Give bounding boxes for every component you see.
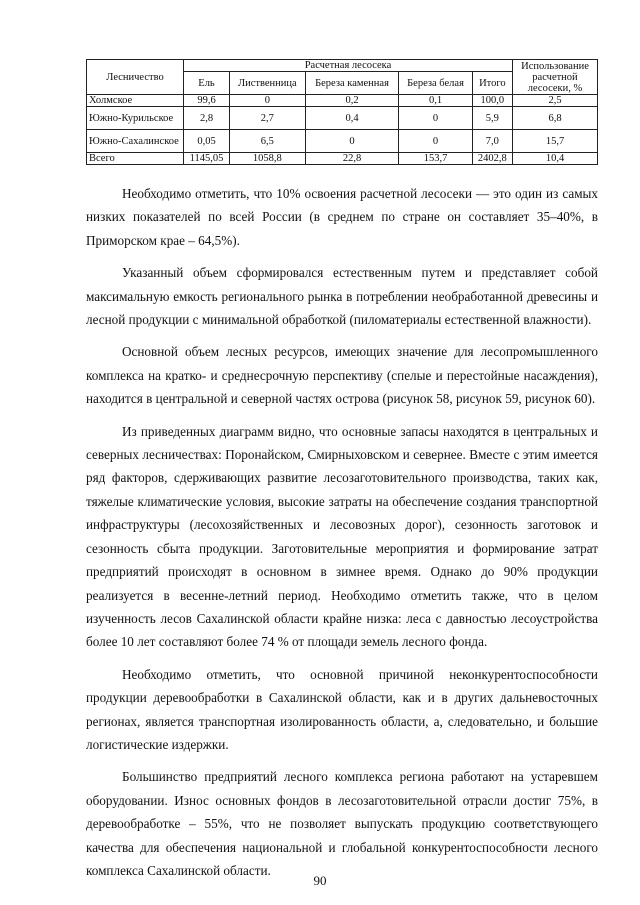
paragraph: Необходимо отметить, что 10% освоения расчетной лесосеки — это один из самых низких показателей по всей России (в среднем по стране он составляет 35–40%, в Приморском крае – 64,5%). xyxy=(86,186,598,248)
cell: 1145,05 xyxy=(184,153,230,165)
cell: 10,4 xyxy=(513,153,598,165)
cell: 2402,8 xyxy=(472,153,512,165)
cell: 0,4 xyxy=(305,107,399,130)
col-group-header: Расчетная лесосека xyxy=(184,60,513,72)
forestry-table xyxy=(86,59,598,165)
cell: 6,8 xyxy=(513,107,598,130)
paragraph: Необходимо отметить, что основной причиной неконкурентоспособности продукции деревообработки в Сахалинской области, как и в других дальневосточных регионах, является транспортная изолированность области, а, следовательно, и большие логистические издержки. xyxy=(86,666,598,752)
cell: 100,0 xyxy=(472,95,512,107)
cell: 0,1 xyxy=(399,95,472,107)
paragraph: Указанный объем сформировался естественным путем и представляет собой максимальную емкость регионального рынка в потреблении необработанной древесины и лесной продукции с минимальной обработкой (пиломатериалы естественной влажности). xyxy=(86,265,598,328)
table-row xyxy=(87,95,598,107)
page-number: 90 xyxy=(313,873,327,888)
cell: 0,05 xyxy=(184,130,230,153)
cell: 7,0 xyxy=(472,130,512,153)
cell: 0 xyxy=(399,130,472,153)
cell: 0,2 xyxy=(305,95,399,107)
col-usage-header: Использование расчетной лесосеки, % xyxy=(513,60,598,95)
row-name: Южно-Сахалинское xyxy=(87,130,184,153)
col-header-larch: Лиственница xyxy=(230,72,306,95)
row-name: Южно-Курильское xyxy=(87,107,184,130)
cell: 99,6 xyxy=(184,95,230,107)
row-name: Всего xyxy=(87,153,184,165)
col-header-stone-birch: Береза каменная xyxy=(305,72,399,95)
table-row xyxy=(87,153,598,165)
cell: 0 xyxy=(399,107,472,130)
paragraph: Основной объем лесных ресурсов, имеющих значение для лесопромышленного комплекса на кратко- и среднесрочную перспективу (спелые и перестойные насаждения), находится в центральной и северной частях острова (рисунок 58, рисунок 59, рисунок 60). xyxy=(86,344,598,407)
cell: 5,9 xyxy=(472,107,512,130)
paragraph: Большинство предприятий лесного комплекса региона работают на устаревшем оборудовании. Износ основных фондов в лесозаготовительной отрасли достиг 75%, в деревообработке – 55%, что не позволяет выпускать продукцию соответствующего качества для обеспечения национальной и глобальной конкурентоспособности лесного комплекса Сахалинской области. xyxy=(86,769,598,878)
cell: 22,8 xyxy=(305,153,399,165)
body-text xyxy=(86,182,598,891)
col-header-white-birch: Береза белая xyxy=(399,72,472,95)
cell: 153,7 xyxy=(399,153,472,165)
cell: 2,7 xyxy=(230,107,306,130)
cell: 0 xyxy=(305,130,399,153)
col-header-spruce: Ель xyxy=(184,72,230,95)
table-row xyxy=(87,130,598,153)
col-header-total: Итого xyxy=(472,72,512,95)
col-forestry-header: Лесничество xyxy=(87,60,184,95)
paragraph: Из приведенных диаграмм видно, что основные запасы находятся в центральных и северных лесничествах: Поронайском, Смирныховском и севернее. Вместе с этим имеется ряд факторов, сдерживающих развитие лесозаготовительного производства, таких как, тяжелые климатические условия, высокие затраты на обеспечение создания транспортной инфраструктуры (лесохозяйственных и лесовозных дорог), сезонность заготовок и сезонность сбыта продукции. Заготовительные мероприятия и формирование затрат предприятий происходят в основном в зимнее время. Однако до 90% продукции реализуется в весенне-летний период. Необходимо отметить также, что в целом изученность лесов Сахалинской области крайне низка: леса с давностью лесоустройства более 10 лет составляют более 74 % от площади земель лесного фонда. xyxy=(86,423,598,650)
table-row xyxy=(87,107,598,130)
cell: 1058,8 xyxy=(230,153,306,165)
cell: 2,8 xyxy=(184,107,230,130)
row-name: Холмское xyxy=(87,95,184,107)
cell: 0 xyxy=(230,95,306,107)
cell: 2,5 xyxy=(513,95,598,107)
cell: 15,7 xyxy=(513,130,598,153)
cell: 6,5 xyxy=(230,130,306,153)
